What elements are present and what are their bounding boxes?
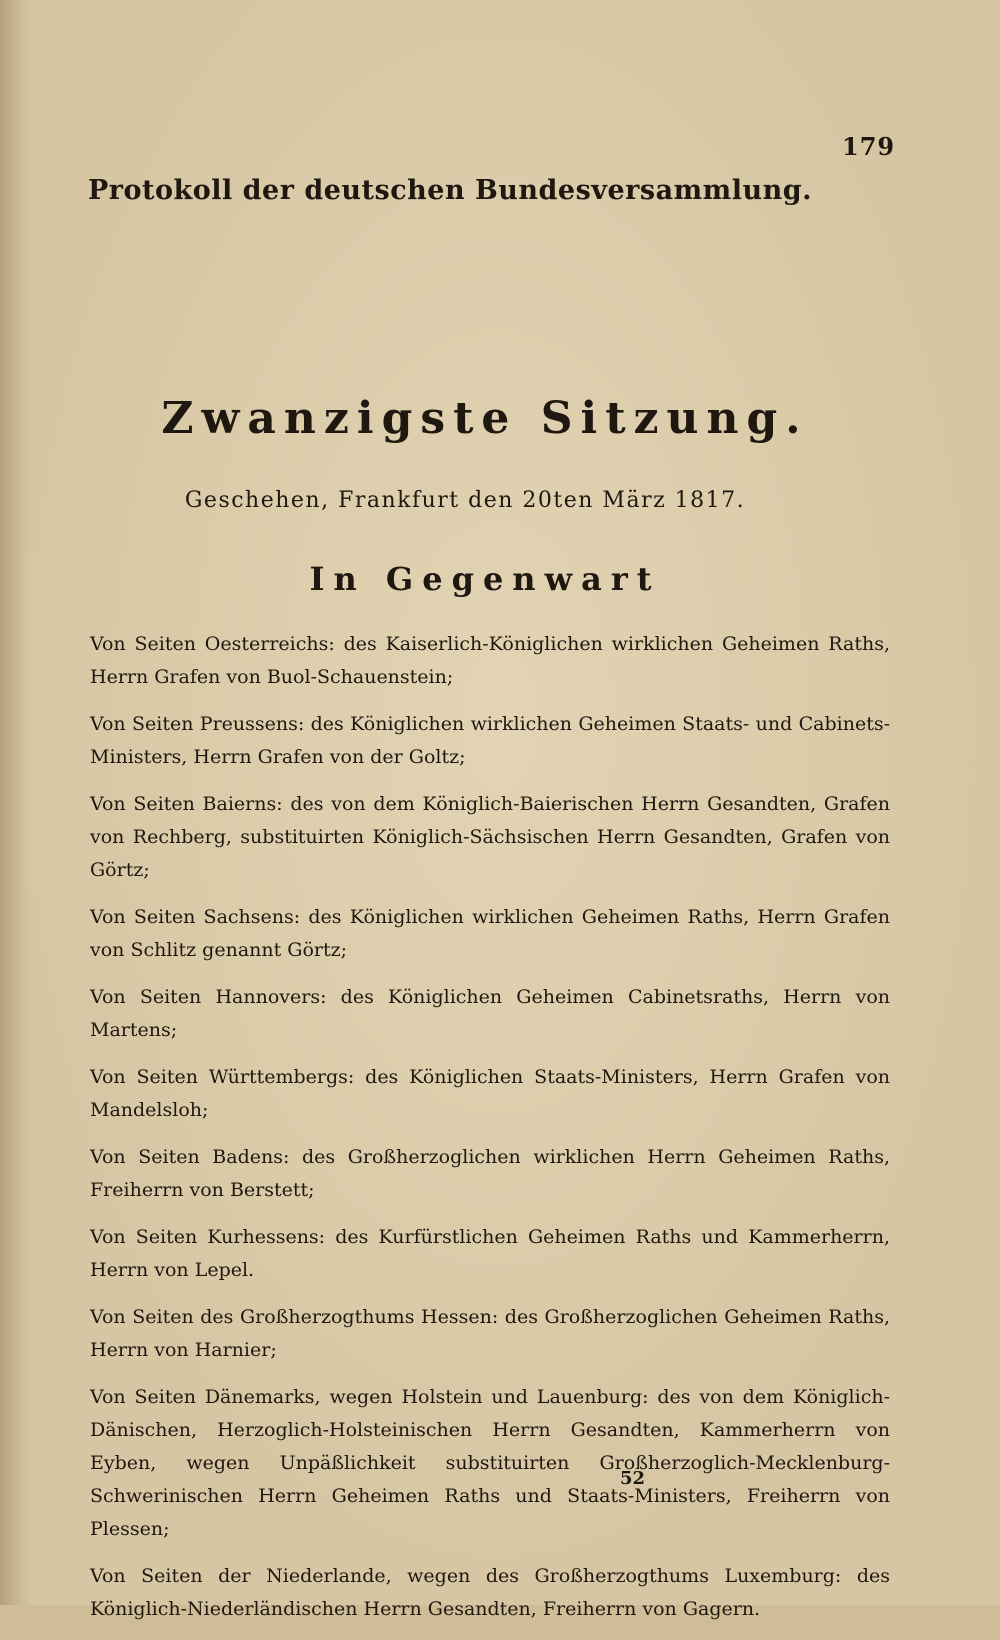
page-number: 179 [842, 132, 896, 161]
attendance-entry-prussia: Von Seiten Preussens: des Königlichen wirklichen Geheimen Staats- und Cabinets-Ministers, Herrn Grafen von der Goltz; [90, 713, 890, 768]
session-title: Zwanzigste Sitzung. [161, 393, 809, 444]
attendance-list [90, 628, 890, 1640]
attendance-entry-wuerttemberg: Von Seiten Württembergs: des Königlichen Staats-Ministers, Herrn Grafen von Mandelsloh; [90, 1066, 890, 1121]
attendance-entry-baden: Von Seiten Badens: des Großherzoglichen wirklichen Herrn Geheimen Raths, Freiherrn von Berstett; [90, 1146, 890, 1201]
session-date: Geschehen, Frankfurt den 20ten März 1817. [184, 488, 746, 513]
attendance-entry-austria: Von Seiten Oesterreichs: des Kaiserlich-Königlichen wirklichen Geheimen Raths, Herrn Grafen von Buol-Schauenstein; [90, 633, 890, 688]
attendance-entry-grand-duchy-hesse: Von Seiten des Großherzogthums Hessen: des Großherzoglichen Geheimen Raths, Herrn von Harnier; [90, 1306, 890, 1361]
presence-heading: In Gegenwart [309, 560, 661, 598]
attendance-entry-bavaria: Von Seiten Baierns: des von dem Königlich-Baierischen Herrn Gesandten, Grafen von Rechberg, substituirten Königlich-Sächsischen Herrn Gesandten, Grafen von Görtz; [90, 793, 890, 881]
attendance-entry-saxony: Von Seiten Sachsens: des Königlichen wirklichen Geheimen Raths, Herrn Grafen von Schlitz genannt Görtz; [90, 906, 890, 961]
attendance-entry-denmark: Von Seiten Dänemarks, wegen Holstein und Lauenburg: des von dem Königlich-Dänischen, Herzoglich-Holsteinischen Herrn Gesandten, Kammerherrn von Eyben, wegen Unpäßlichkeit substituirten Großherzoglich-Mecklenburg-Schwerinischen Herrn Geheimen Raths und Staats-Ministers, Freiherrn von Plessen; [90, 1386, 890, 1540]
running-header: Protokoll der deutschen Bundesversammlung. [88, 175, 813, 206]
attendance-entry-electoral-hesse: Von Seiten Kurhessens: des Kurfürstlichen Geheimen Raths und Kammerherrn, Herrn von Lepel. [90, 1226, 890, 1281]
attendance-entry-netherlands: Von Seiten der Niederlande, wegen des Großherzogthums Luxemburg: des Königlich-Niederländischen Herrn Gesandten, Freiherrn von Gagern. [90, 1565, 890, 1620]
attendance-entry-hanover: Von Seiten Hannovers: des Königlichen Geheimen Cabinetsraths, Herrn von Martens; [90, 986, 890, 1041]
signature-mark: 52 [620, 1468, 646, 1489]
